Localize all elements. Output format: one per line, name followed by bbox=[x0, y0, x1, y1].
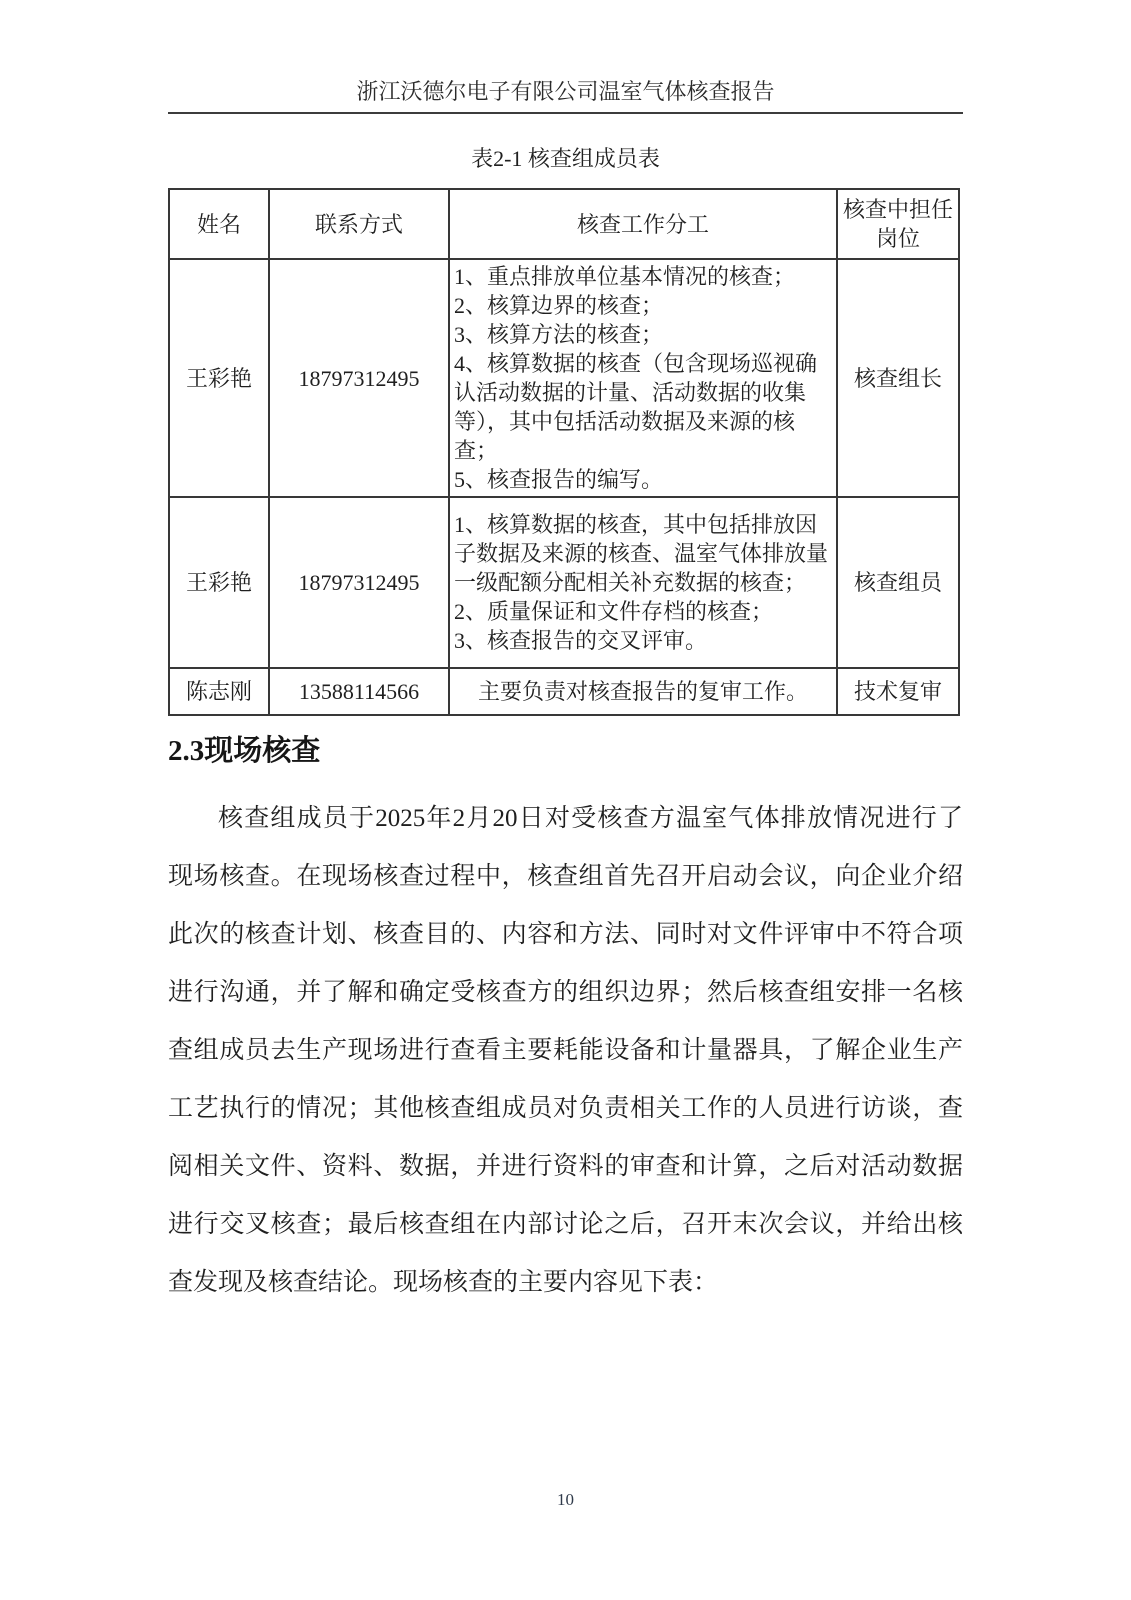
page-content bbox=[168, 0, 963, 1312]
column-header-name: 姓名 bbox=[169, 189, 269, 259]
duty-item: 3、核算方法的核查； bbox=[454, 322, 664, 347]
paragraph-line: 进行交叉核查；最后核查组在内部讨论之后，召开末次会议，并给出核 bbox=[168, 1211, 963, 1238]
duty-item: 5、核查报告的编写。 bbox=[454, 467, 664, 492]
member-name: 王彩艳 bbox=[169, 259, 269, 497]
member-duties: 主要负责对核查报告的复审工作。 bbox=[449, 668, 837, 715]
body-paragraph bbox=[168, 790, 963, 1312]
duty-item: 4、核算数据的核查（包含现场巡视确认活动数据的计量、活动数据的收集等），其中包括活动数据及来源的核查； bbox=[454, 351, 818, 463]
member-name: 陈志刚 bbox=[169, 668, 269, 715]
member-role: 核查组员 bbox=[837, 497, 959, 668]
paragraph-line: 查组成员去生产现场进行查看主要耗能设备和计量器具，了解企业生产 bbox=[168, 1037, 963, 1064]
member-role: 技术复审 bbox=[837, 668, 959, 715]
member-duties bbox=[449, 259, 837, 497]
member-duties bbox=[449, 497, 837, 668]
table-row bbox=[169, 259, 959, 497]
duty-item: 2、质量保证和文件存档的核查； bbox=[454, 599, 774, 624]
table-row bbox=[169, 497, 959, 668]
table-header-row bbox=[169, 189, 959, 259]
table-caption: 表2-1 核查组成员表 bbox=[471, 146, 660, 171]
column-header-role: 核查中担任岗位 bbox=[837, 189, 959, 259]
member-contact: 18797312495 bbox=[269, 497, 449, 668]
verification-team-table bbox=[168, 188, 960, 716]
duty-item: 1、重点排放单位基本情况的核查； bbox=[454, 264, 796, 289]
duty-item: 3、核查报告的交叉评审。 bbox=[454, 628, 708, 653]
paragraph-line: 进行沟通，并了解和确定受核查方的组织边界；然后核查组安排一名核 bbox=[168, 979, 963, 1006]
page-number: 10 bbox=[557, 1490, 574, 1509]
table-row bbox=[169, 668, 959, 715]
duty-item: 2、核算边界的核查； bbox=[454, 293, 664, 318]
member-contact: 13588114566 bbox=[269, 668, 449, 715]
paragraph-line: 阅相关文件、资料、数据，并进行资料的审查和计算，之后对活动数据 bbox=[168, 1153, 963, 1180]
section-heading: 2.3现场核查 bbox=[168, 735, 321, 767]
document-header-title: 浙江沃德尔电子有限公司温室气体核查报告 bbox=[168, 76, 963, 114]
paragraph-line: 工艺执行的情况；其他核查组成员对负责相关工作的人员进行访谈，查 bbox=[168, 1095, 963, 1122]
paragraph-line: 核查组成员于2025年2月20日对受核查方温室气体排放情况进行了 bbox=[218, 805, 963, 832]
column-header-contact: 联系方式 bbox=[269, 189, 449, 259]
member-name: 王彩艳 bbox=[169, 497, 269, 668]
duty-item: 1、核算数据的核查，其中包括排放因子数据及来源的核查、温室气体排放量一级配额分配相关补充数据的核查； bbox=[454, 512, 829, 595]
column-header-duties: 核查工作分工 bbox=[449, 189, 837, 259]
member-contact: 18797312495 bbox=[269, 259, 449, 497]
member-role: 核查组长 bbox=[837, 259, 959, 497]
paragraph-line: 查发现及核查结论。现场核查的主要内容见下表： bbox=[168, 1269, 719, 1296]
paragraph-line: 此次的核查计划、核查目的、内容和方法、同时对文件评审中不符合项 bbox=[168, 921, 963, 948]
paragraph-line: 现场核查。在现场核查过程中，核查组首先召开启动会议，向企业介绍 bbox=[168, 863, 963, 890]
